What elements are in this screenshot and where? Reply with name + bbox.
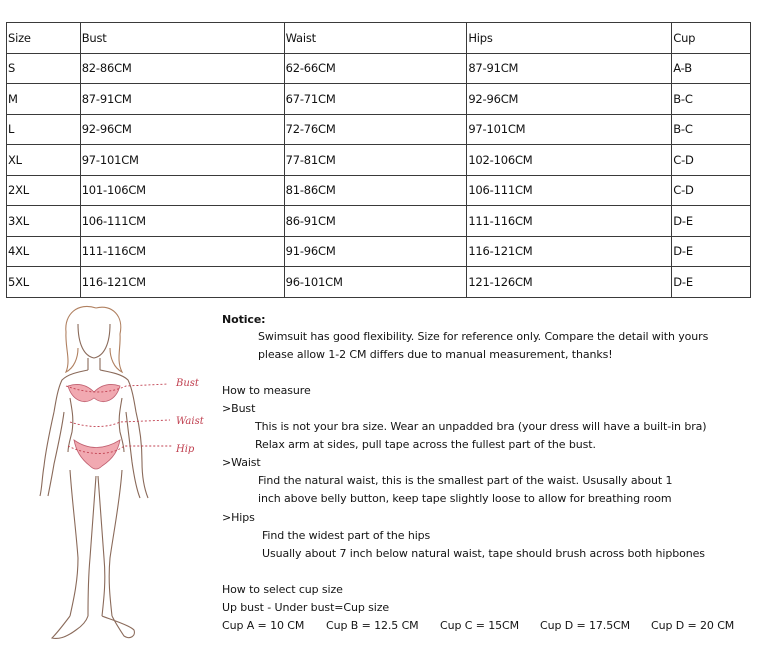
hip-label: Hip	[176, 444, 195, 455]
bust-line-1: This is not your bra size. Wear an unpadded bra (your dress will have a built-in bra)	[255, 420, 707, 433]
header-size: Size	[7, 23, 81, 54]
cell-hips: 106-111CM	[467, 175, 672, 206]
cell-size: 5XL	[7, 267, 81, 298]
cell-waist: 67-71CM	[284, 84, 467, 115]
cell-hips: 111-116CM	[467, 206, 672, 237]
cell-hips: 97-101CM	[467, 114, 672, 145]
cell-cup: B-C	[672, 114, 751, 145]
cell-hips: 116-121CM	[467, 236, 672, 267]
cell-cup: D-E	[672, 267, 751, 298]
cell-cup: B-C	[672, 84, 751, 115]
cell-waist: 62-66CM	[284, 53, 467, 84]
cup-c-value: Cup C = 15CM	[440, 619, 519, 632]
cell-waist: 77-81CM	[284, 145, 467, 176]
cell-bust: 97-101CM	[80, 145, 284, 176]
hips-section-title: >Hips	[222, 511, 255, 524]
hips-line-2: Usually about 7 inch below natural waist, tape should brush across both hipbones	[262, 547, 705, 560]
table-row	[7, 84, 751, 115]
table-row	[7, 175, 751, 206]
waist-section-title: >Waist	[222, 456, 261, 469]
cell-waist: 96-101CM	[284, 267, 467, 298]
cell-cup: C-D	[672, 175, 751, 206]
cell-size: XL	[7, 145, 81, 176]
cell-cup: D-E	[672, 236, 751, 267]
woman-outline-illustration	[8, 300, 213, 645]
cell-cup: C-D	[672, 145, 751, 176]
cell-size: 3XL	[7, 206, 81, 237]
cup-d2-value: Cup D = 20 CM	[651, 619, 735, 632]
table-row	[7, 53, 751, 84]
table-row	[7, 206, 751, 237]
notice-line-1: Swimsuit has good flexibility. Size for reference only. Compare the detail with yours	[258, 330, 709, 343]
waist-line-2: inch above belly button, keep tape slightly loose to allow for breathing room	[258, 492, 672, 505]
cell-waist: 81-86CM	[284, 175, 467, 206]
cell-hips: 92-96CM	[467, 84, 672, 115]
cell-bust: 87-91CM	[80, 84, 284, 115]
cell-size: S	[7, 53, 81, 84]
cell-hips: 121-126CM	[467, 267, 672, 298]
notice-line-2: please allow 1-2 CM differs due to manual measurement, thanks!	[258, 348, 613, 361]
cell-cup: D-E	[672, 206, 751, 237]
hips-line-1: Find the widest part of the hips	[262, 529, 431, 542]
bust-section-title: >Bust	[222, 402, 256, 415]
measurement-figure	[8, 300, 213, 645]
cell-hips: 102-106CM	[467, 145, 672, 176]
table-row	[7, 267, 751, 298]
cup-d-value: Cup D = 17.5CM	[540, 619, 631, 632]
cell-size: M	[7, 84, 81, 115]
cup-formula: Up bust - Under bust=Cup size	[222, 601, 390, 614]
cup-section-title: How to select cup size	[222, 583, 343, 596]
size-chart-table	[6, 22, 751, 298]
header-hips: Hips	[467, 23, 672, 54]
bust-line-2: Relax arm at sides, pull tape across the fullest part of the bust.	[255, 438, 596, 451]
cell-size: 2XL	[7, 175, 81, 206]
size-chart-body	[7, 23, 751, 298]
cell-waist: 72-76CM	[284, 114, 467, 145]
cell-bust: 82-86CM	[80, 53, 284, 84]
cell-bust: 111-116CM	[80, 236, 284, 267]
cell-size: L	[7, 114, 81, 145]
cell-bust: 116-121CM	[80, 267, 284, 298]
cell-hips: 87-91CM	[467, 53, 672, 84]
table-row	[7, 145, 751, 176]
table-header-row	[7, 23, 751, 54]
cell-size: 4XL	[7, 236, 81, 267]
table-row	[7, 236, 751, 267]
cell-waist: 91-96CM	[284, 236, 467, 267]
cup-a-value: Cup A = 10 CM	[222, 619, 305, 632]
header-cup: Cup	[672, 23, 751, 54]
header-waist: Waist	[284, 23, 467, 54]
cell-bust: 101-106CM	[80, 175, 284, 206]
bust-label: Bust	[176, 378, 199, 389]
notice-title: Notice:	[222, 313, 266, 326]
how-to-measure-title: How to measure	[222, 384, 311, 397]
cup-b-value: Cup B = 12.5 CM	[326, 619, 419, 632]
table-row	[7, 114, 751, 145]
waist-label: Waist	[176, 416, 204, 427]
cell-bust: 106-111CM	[80, 206, 284, 237]
cell-waist: 86-91CM	[284, 206, 467, 237]
cell-bust: 92-96CM	[80, 114, 284, 145]
header-bust: Bust	[80, 23, 284, 54]
waist-line-1: Find the natural waist, this is the smallest part of the waist. Ususally about 1	[258, 474, 673, 487]
cell-cup: A-B	[672, 53, 751, 84]
